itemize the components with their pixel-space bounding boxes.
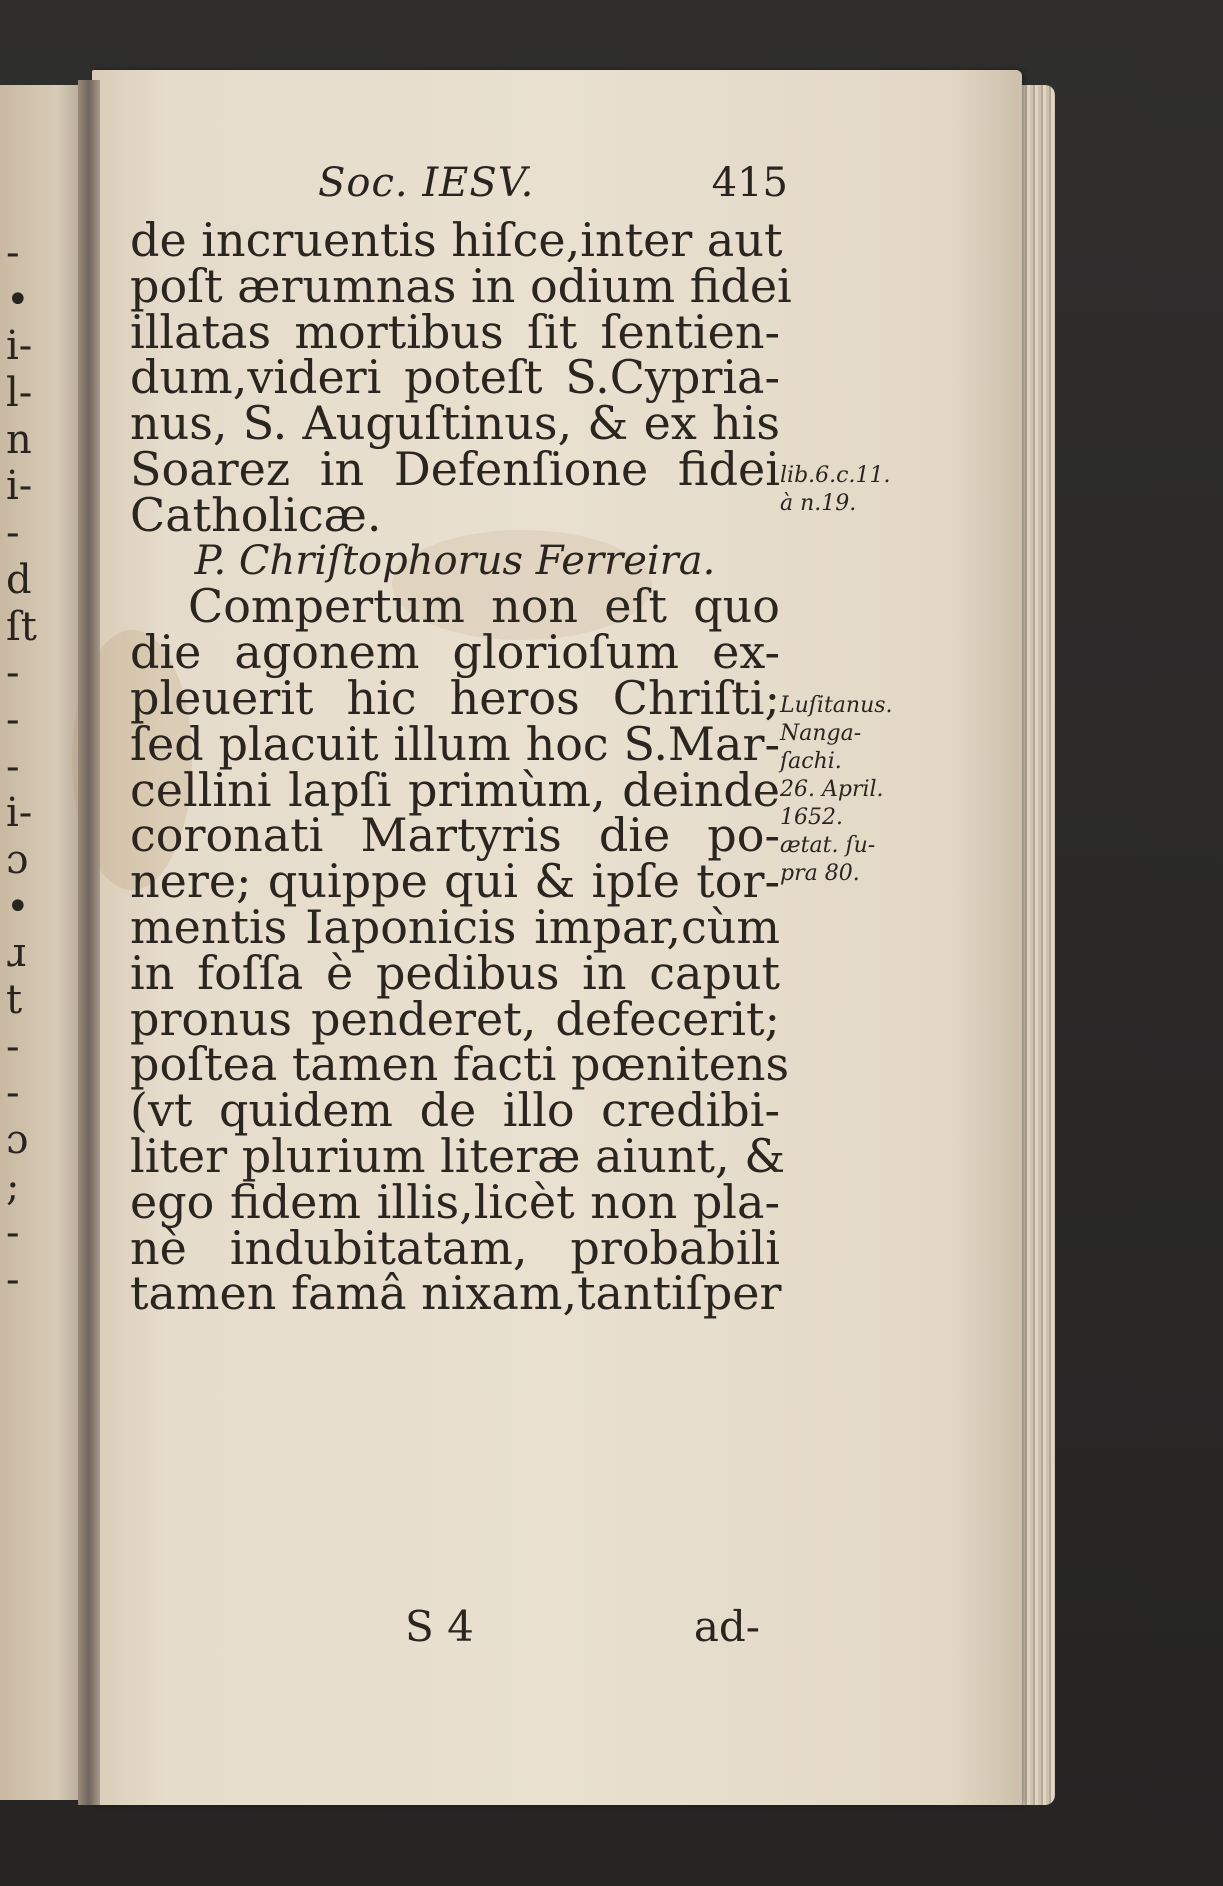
signature-mark: S 4 — [405, 1602, 474, 1651]
text-line: ego fidem illis,licèt non pla- — [130, 1174, 780, 1229]
text-line: dum,videri poteſt S.Cypria- — [130, 350, 780, 405]
catchline — [405, 1602, 760, 1652]
marginal-line: ætat. ſu- — [780, 833, 876, 858]
text-line: nus, S. Auguſtinus, & ex his — [130, 396, 780, 451]
left-fragment: i- — [6, 323, 33, 370]
left-fragment: n — [6, 416, 32, 463]
left-fragment: d — [6, 556, 32, 603]
text-line: nè indubitatam, probabili — [130, 1220, 780, 1275]
text-line: tamen famâ nixam,tantiſper — [130, 1266, 782, 1321]
section-heading: P. Chriſtophorus Ferreira. — [194, 537, 716, 584]
text-line: die agonem glorioſum ex- — [130, 625, 780, 680]
left-fragment: - — [6, 743, 20, 790]
text-line: pleuerit hic heros Chriſti; — [130, 670, 780, 725]
page-number: 415 — [711, 160, 788, 206]
text-line: cellini lapſi primùm, deinde — [130, 762, 780, 817]
text-line: illatas mortibus ſit ſentien- — [130, 304, 780, 359]
left-fragment: ɹ — [6, 930, 27, 977]
left-fragment: • — [6, 276, 30, 323]
left-fragment: - — [6, 1210, 20, 1257]
left-fragment: • — [6, 883, 30, 930]
running-title: Soc. IESV. — [318, 160, 535, 206]
marginal-line: Luſitanus. — [780, 693, 893, 718]
left-fragment: - — [6, 1023, 20, 1070]
left-fragment: - — [6, 230, 20, 276]
left-fragment: i- — [6, 463, 33, 510]
marginal-line: pra 80. — [780, 861, 860, 886]
left-fragment: t — [6, 977, 23, 1023]
book-gutter — [78, 80, 100, 1805]
left-fragment: l- — [6, 370, 33, 417]
text-line: Compertum non eſt quo — [188, 579, 780, 634]
text-line: mentis Iaponicis impar,cùm — [130, 899, 780, 954]
text-line: pronus penderet, defecerit; — [130, 991, 780, 1046]
text-line: ſed placuit illum hoc S.Mar- — [130, 716, 780, 771]
marginal-note-biography — [780, 692, 950, 888]
catchword: ad- — [693, 1602, 760, 1651]
marginal-line: lib.6.c.11. — [780, 463, 891, 488]
marginal-line: 1652. — [780, 805, 843, 830]
text-line: poſtea tamen facti pœnitens — [130, 1037, 790, 1092]
left-page-margin-fragments — [6, 230, 66, 1304]
left-fragment: i- — [6, 790, 33, 837]
left-fragment: ɔ — [6, 1117, 29, 1164]
text-line: liter plurium literæ aiunt, & — [130, 1128, 786, 1183]
left-fragment: ɔ — [6, 836, 29, 883]
text-line: de incruentis hiſce,inter aut — [130, 213, 783, 267]
body-text — [130, 213, 792, 1321]
text-line: poſt ærumnas in odium fidei — [130, 258, 792, 313]
text-line: coronati Martyris die po- — [130, 808, 780, 863]
left-fragment: - — [6, 510, 20, 557]
marginal-line: ſachi. — [780, 749, 842, 774]
left-fragment: - — [6, 1070, 20, 1117]
text-line: in foſſa è pedibus in caput — [130, 945, 780, 1000]
left-fragment: - — [6, 696, 20, 743]
text-line: Catholicæ. — [130, 487, 382, 542]
marginal-line: Nanga- — [780, 721, 862, 746]
text-line: (vt quidem de illo credibi- — [130, 1083, 780, 1138]
left-fragment: ; — [6, 1163, 20, 1210]
text-line: nere; quippe qui & ipſe tor- — [130, 854, 780, 909]
marginal-line: 26. April. — [780, 777, 884, 802]
page-header — [318, 160, 788, 212]
marginal-line: à n.19. — [780, 491, 857, 516]
left-fragment: - — [6, 650, 20, 697]
text-line: Soarez in Defenſione fidei — [130, 441, 780, 496]
left-fragment: - — [6, 1257, 20, 1304]
left-fragment: ſt — [6, 603, 37, 650]
marginal-note-reference — [780, 462, 950, 518]
